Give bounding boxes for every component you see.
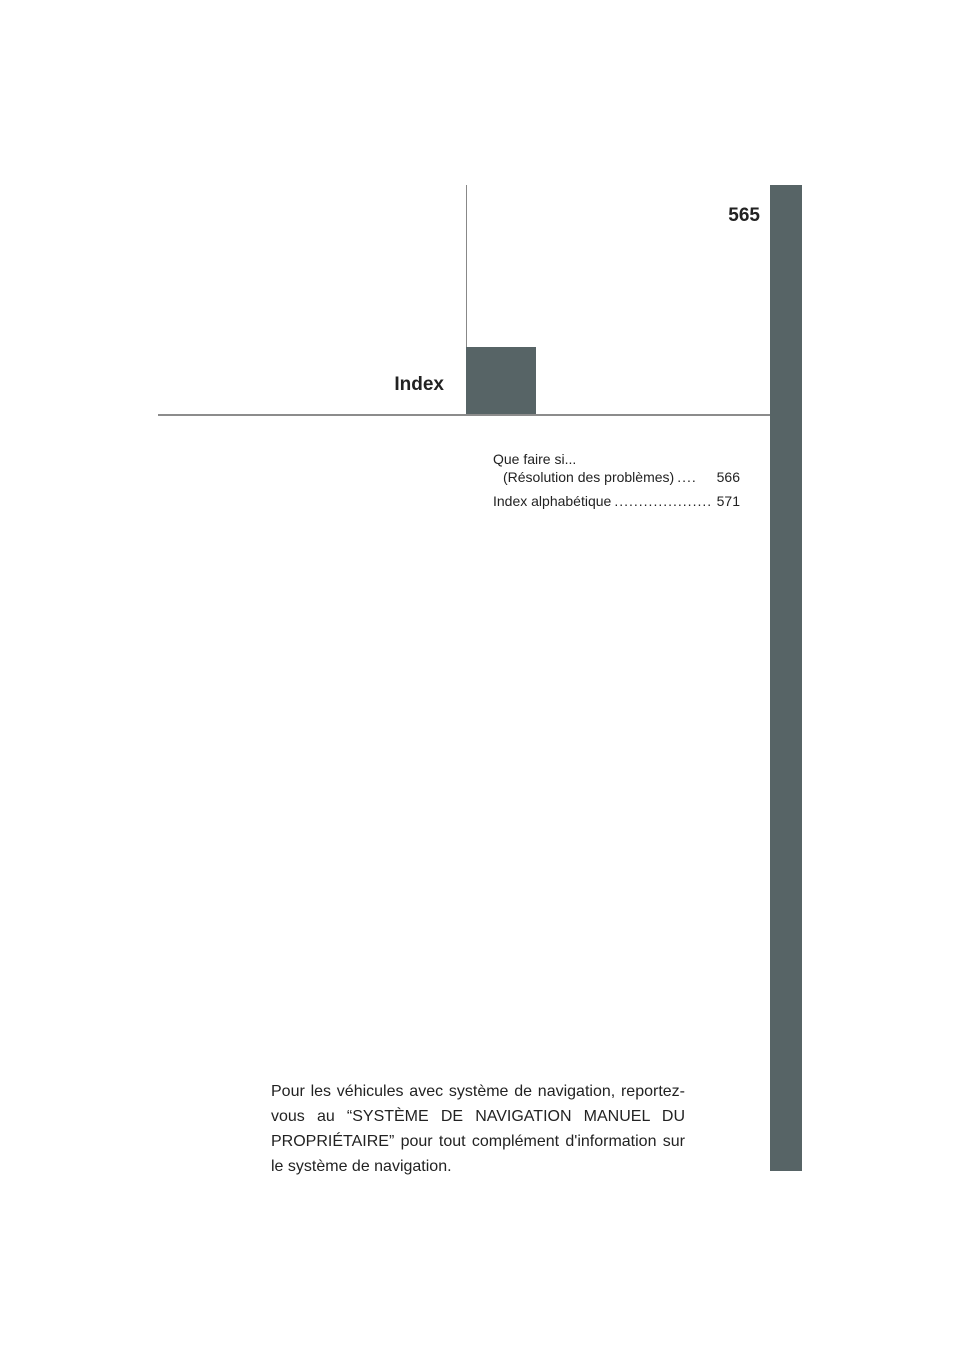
section-marker-block: [466, 347, 536, 415]
navigation-note: Pour les véhicules avec système de navigation, reportez-vous au “SYSTÈME DE NAVIGATION MANUEL DU PROPRIÉTAIRE” pour tout complément d'information sur le système de navigation.: [271, 1083, 685, 1175]
vertical-divider: [466, 185, 467, 348]
section-title: Index: [394, 374, 444, 395]
toc-entry-line: [493, 492, 740, 510]
toc-leader-dots: ....................: [614, 493, 713, 509]
toc-entry-alphabetical-index[interactable]: [493, 492, 740, 510]
table-of-contents: [493, 450, 740, 516]
side-tab-bar: [770, 185, 802, 1171]
toc-entry-label: Index alphabétique: [493, 493, 612, 509]
toc-leader-dots: ....: [677, 469, 697, 485]
toc-entry-troubleshooting[interactable]: [493, 450, 740, 486]
toc-entry-sublabel: (Résolution des problèmes): [503, 469, 675, 485]
horizontal-rule: [158, 414, 770, 416]
toc-entry-label: Que faire si...: [493, 451, 577, 467]
toc-entry-page: 566: [716, 469, 740, 485]
toc-entry-line: [493, 468, 740, 486]
page-number: 565: [728, 205, 760, 226]
toc-entry-page: 571: [716, 493, 740, 509]
